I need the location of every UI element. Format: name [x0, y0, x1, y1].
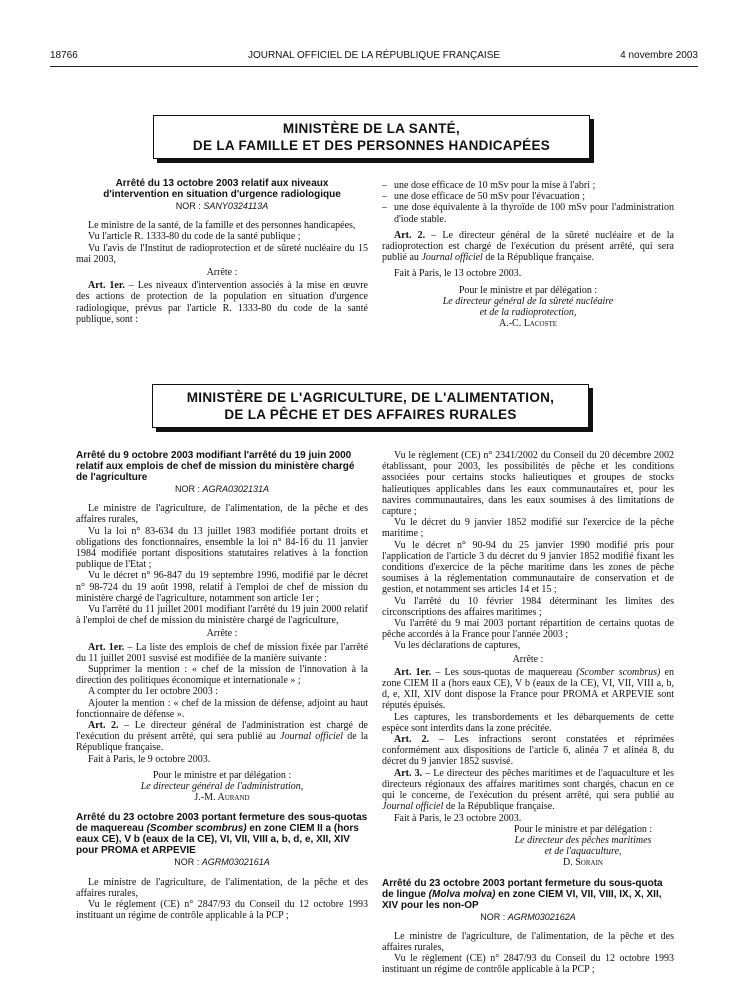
ministry-name-line1: MINISTÈRE DE LA SANTÉ, — [282, 121, 461, 136]
paragraph: Vu le règlement (CE) n° 2341/2002 du Conseil du 20 décembre 2002 établissant, pour 2003, les possibilités de pêche et les conditions associées pour certains stocks halieutiques et groupes de stocks halieutiques applicables dans les eaux communautaires et, pour les navires communautaires, dans les eaux soumises à des limitations de capture ; — [382, 450, 674, 518]
arrete1-right-column — [382, 180, 674, 329]
arrete-title: Arrêté du 23 octobre 2003 portant fermeture des sous-quotas de maquereau (Scomber scombrus) en zone CIEM II a (hors eaux CE), V b (eaux de la CE), VI, VII, VIII a, b, d, e, XII, XIV pour PROMA et ARPEVIE — [76, 812, 368, 857]
paragraph: Vu l'avis de l'Institut de radioprotection et de sûreté nucléaire du 15 mai 2003, — [76, 242, 368, 265]
done-at: Fait à Paris, le 9 octobre 2003. — [88, 753, 211, 765]
paragraph: Vu le décret n° 96-847 du 19 septembre 1996, modifié par le décret n° 98-724 du 19 août 1998, relatif à l'emploi de chef de mission du ministère chargé de l'agriculture, notamment son article 1er ; — [76, 570, 368, 604]
arrete-title: Arrêté du 9 octobre 2003 modifiant l'arrêté du 19 juin 2000 relatif aux emplois de chef de mission du ministère chargé de l'agriculture — [76, 450, 355, 483]
paragraph: Vu le règlement (CE) n° 2847/93 du Conseil du 12 octobre 1993 instituant un régime de contrôle applicable à la PCP ; — [382, 953, 674, 976]
header-rule — [50, 66, 698, 67]
signature-block: Pour le ministre et par délégation : Le directeur des pêches maritimes et de l'aquaculture, D. Sorain — [513, 823, 653, 869]
nor-reference: NOR : AGRA0302131A — [174, 484, 270, 494]
nor-reference: NOR : AGRM0302162A — [480, 911, 576, 922]
article-2: Art. 2. – Le directeur général de la sûreté nucléaire et de la radioprotection est chargé de l'exécution du présent arrêté, qui sera publié au Journal officiel de la République française. — [382, 229, 674, 264]
ministry-name-line1: MINISTÈRE DE L'AGRICULTURE, DE L'ALIMENTATION, — [186, 390, 555, 405]
paragraph: Vu l'arrêté du 9 mai 2003 portant répartition de certains quotas de pêche accordés à la France pour l'année 2003 ; — [382, 618, 674, 641]
done-at: Fait à Paris, le 23 octobre 2003. — [394, 812, 522, 824]
paragraph: Le ministre de l'agriculture, de l'alimentation, de la pêche et des affaires rurales, — [76, 876, 368, 899]
right-column — [382, 450, 674, 976]
paragraph: Vu les déclarations de captures, — [394, 640, 521, 652]
article-3: Art. 3. – Le directeur des pêches maritimes et de l'aquaculture et les directeurs régionaux des affaires maritimes sont chargés, chacun en ce qui le concerne, de l'exécution du présent arrêté, qui sera publié au Journal officiel de la République française. — [382, 767, 674, 813]
arrete-title: Arrêté du 13 octobre 2003 relatif aux niveaux d'intervention en situation d'urgence radiologique — [103, 178, 341, 200]
ministry-heading-box — [153, 115, 590, 159]
paragraph: Les captures, les transbordements et les débarquements de cette espèce sont interdits dans la zone précitée. — [382, 711, 674, 734]
arrete-label: Arrête : — [206, 267, 238, 279]
article-2: Art. 2. – Le directeur général de l'administration est chargé de l'exécution du présent arrêté, qui sera publié au Journal officiel de la République française. — [76, 720, 368, 754]
paragraph: Vu le décret n° 90-94 du 25 janvier 1990 modifié pris pour l'application de l'article 3 du décret du 9 janvier 1852 modifié fixant les conditions d'exercice de la pêche maritime dans les zones de pêche soumises à la réglementation communautaire de conservation et de gestion, et notamment ses articles 14 et 15 ; — [382, 539, 674, 596]
ministry-heading-box — [152, 384, 589, 428]
nor-reference: NOR : AGRM0302161A — [174, 857, 270, 868]
arrete-title: Arrêté du 23 octobre 2003 portant fermeture du sous-quota de lingue (Molva molva) en zone CIEM VI, VII, VIII, IX, X, XII, XIV pour les non-OP — [382, 877, 663, 911]
ministry-name-line2: DE LA PÊCHE ET DES AFFAIRES RURALES — [224, 407, 517, 422]
paragraph: Le ministre de l'agriculture, de l'alimentation, de la pêche et des affaires rurales, — [382, 930, 674, 953]
issue-date: 4 novembre 2003 — [620, 50, 698, 61]
list-item: – une dose efficace de 10 mSv pour la mise à l'abri ; — [382, 180, 596, 191]
paragraph: Vu l'arrêté du 11 juillet 2001 modifiant l'arrêté du 19 juin 2000 relatif à l'emploi de chef de mission du ministère chargé de l'agriculture, — [76, 604, 368, 627]
paragraph: Le ministre de la santé, de la famille et des personnes handicapées, — [88, 220, 356, 232]
paragraph: Le ministre de l'agriculture, de l'alimentation, de la pêche et des affaires rurales, — [76, 503, 368, 526]
paragraph: Vu l'arrêté du 10 février 1984 déterminant les limites des circonscriptions des affaires maritimes ; — [382, 595, 674, 618]
journal-title: JOURNAL OFFICIEL DE LA RÉPUBLIQUE FRANÇAISE — [247, 50, 501, 61]
paragraph: Vu la loi n° 83-634 du 13 juillet 1983 modifiée portant droits et obligations des fonctionnaires, ensemble la loi n° 84-16 du 11 janvier 1984 modifiée portant dispositions statutaires relatives à la fonction publique de l'Etat ; — [76, 525, 368, 571]
arrete-label: Arrête : — [512, 653, 544, 665]
running-header — [50, 50, 698, 64]
article-1: Art. 1er. – Les sous-quotas de maquereau (Scomber scombrus) en zone CIEM II a (hors eaux CE), V b (eaux de la CE), VI, VII, VIII a, b, d, e, XII, XIV dont dispose la France pour PROMA et ARPEVIE sont réputés épuisés. — [382, 666, 674, 712]
paragraph: Supprimer la mention : « chef de la mission de l'innovation à la direction des politiques économique et internationale » ; — [76, 664, 368, 687]
paragraph: Vu l'article R. 1333-80 du code de la santé publique ; — [88, 231, 301, 243]
article-1: Art. 1er. – Les niveaux d'intervention associés à la mise en œuvre des actions de protection de la population en situation d'urgence radiologique, prévus par l'article R. 1333-80 du code de la santé publique, sont : — [76, 280, 368, 325]
signature-block: Pour le ministre et par délégation : Le directeur général de la sûreté nucléaire et de la radioprotection, A.-C. Lacoste — [442, 284, 614, 330]
done-at: Fait à Paris, le 13 octobre 2003. — [394, 268, 522, 280]
paragraph: Vu le règlement (CE) n° 2847/93 du Conseil du 12 octobre 1993 instituant un régime de contrôle applicable à la PCP ; — [76, 899, 368, 922]
left-column — [76, 450, 368, 922]
paragraph: Ajouter la mention : « chef de la mission de défense, adjoint au haut fonctionnaire de défense ». — [76, 697, 368, 720]
arrete-label: Arrête : — [206, 628, 238, 640]
article-2: Art. 2. – Les infractions seront constatées et réprimées conformément aux dispositions de l'article 6, alinéa 7 et alinéa 8, du décret du 9 janvier 1852 susvisé. — [382, 734, 674, 768]
article-1: Art. 1er. – La liste des emplois de chef de mission fixée par l'arrêté du 11 juillet 2001 susvisé est modifiée de la manière suivante : — [76, 641, 369, 664]
ministry-name-line2: DE LA FAMILLE ET DES PERSONNES HANDICAPÉES — [192, 138, 551, 153]
arrete1-left-column — [76, 178, 368, 325]
list-item: – une dose équivalente à la thyroïde de 100 mSv pour l'administration d'iode stable. — [382, 202, 674, 225]
nor-reference: NOR : SANY0324113A — [175, 201, 269, 211]
list-item: – une dose efficace de 50 mSv pour l'évacuation ; — [382, 191, 585, 203]
page-number: 18766 — [50, 50, 78, 61]
paragraph: Vu le décret du 9 janvier 1852 modifié sur l'exercice de la pêche maritime ; — [382, 517, 674, 540]
paragraph: A compter du 1er octobre 2003 : — [88, 686, 218, 698]
signature-block: Pour le ministre et par délégation : Le directeur général de l'administration, J.-M. Aurand — [140, 769, 304, 804]
